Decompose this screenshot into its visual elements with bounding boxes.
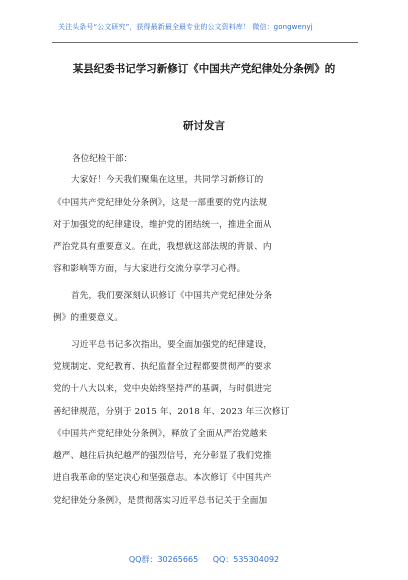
body-line: 《中国共产党纪律处分条例》，释放了全面从严治党越来	[53, 429, 268, 439]
footer-qq: QQ：535304092	[212, 555, 280, 564]
body-line: 习近平总书记多次指出，要全面加强党的纪律建设，	[71, 340, 273, 350]
body-line: 党纪律处分条例》，是贯彻落实习近平总书记关于全面加	[53, 496, 268, 506]
footer-contact	[0, 555, 408, 565]
footer-qq-group: QQ群：30265665	[128, 555, 199, 564]
body-line: 容和影响等方面，与大家进行交流分享学习心得。	[53, 264, 246, 274]
body-line: 进自我革命的坚定决心和坚强意志。本次修订《中国共产	[53, 473, 272, 483]
document-title: 某县纪委书记学习新修订《中国共产党纪律处分条例》的	[72, 63, 336, 75]
body-line: 首先，我们要深刻认识修订《中国共产党纪律处分条	[71, 291, 273, 301]
body-line: 越严、越往后执纪越严的强烈信号，充分彰显了我们党推	[53, 451, 272, 461]
header-banner: 关注头条号“公文研究”，获得最新最全最专业的公文资料库！ 微信：gongwenyj	[58, 23, 313, 31]
body-line: 党的十八大以来，党中央始终坚持严的基调，与时俱进完	[53, 384, 272, 394]
body-line: 善纪律规范，分别于 2015 年、2018 年、2023 年三次修订	[53, 407, 290, 417]
document-subtitle: 研讨发言	[183, 120, 225, 132]
body-line: 《中国共产党纪律处分条例》，这是一部重要的党内法规	[53, 198, 268, 208]
body-line: 例》的重要意义。	[53, 313, 123, 323]
salutation: 各位纪检干部：	[72, 154, 133, 164]
body-line: 对于加强党的纪律建设，维护党的团结统一，推进全面从	[53, 220, 272, 230]
body-line: 党规制定、党纪教育、执纪监督全过程都要贯彻严的要求	[53, 362, 272, 372]
body-line: 严治党具有重要意义。在此，我想就这部法规的背景、内	[53, 242, 272, 252]
body-line: 大家好！今天我们聚集在这里，共同学习新修订的	[71, 175, 264, 185]
header-divider	[52, 42, 358, 43]
